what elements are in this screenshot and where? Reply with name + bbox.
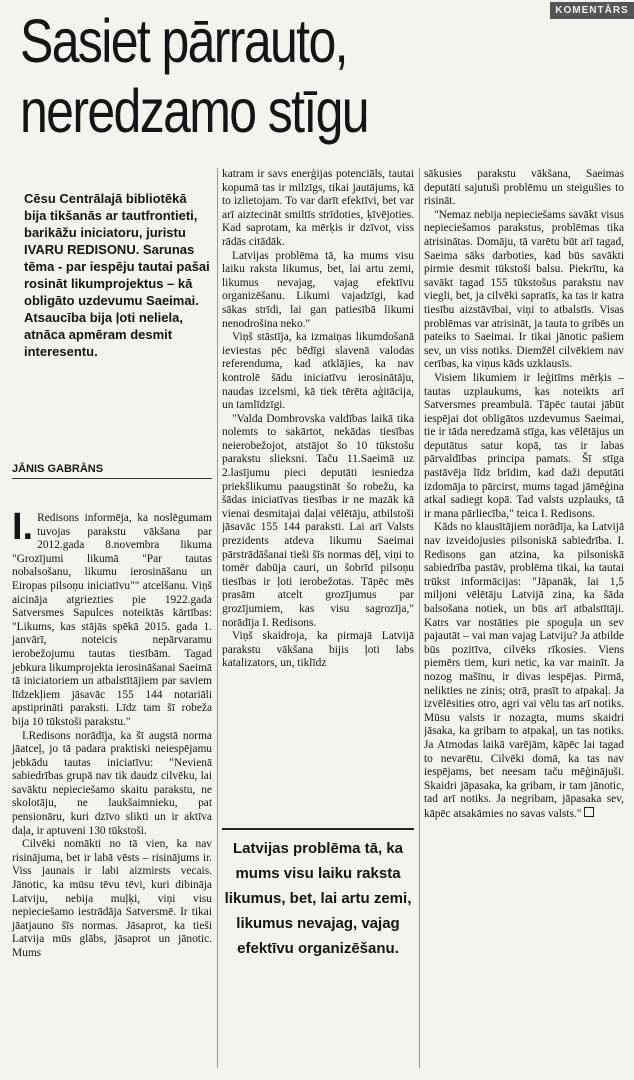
- column-divider: [217, 168, 218, 1068]
- pull-quote: Latvijas problēma tā, ka mums visu laiku raksta likumus, bet, lai artu zemi, likumus nevajag, vajag efektīvu organizēšanu.: [222, 828, 414, 996]
- paragraph: I.Redisons norādīja, ka šī augstā norma jāatceļ, jo tā padara praktiski neiespējamu jebkādu tautas iniciatīvu: "Nevienā sabiedrības grupā nav tik daudz cilvēku, lai savāktu nepieciešamo skaitu parakstu, ne skolotāju, ne laukšaimnieku, pat pensionāru, kuri dzīvo slikti un ir aktīva daļa, ir aptuveni 130 tūkstoši.: [12, 729, 212, 837]
- paragraph: Viņš skaidroja, ka pirmajā Latvijā parakstu vākšana bijis ļoti labs katalizators, un, tiklīdz: [222, 630, 414, 670]
- column-divider: [419, 168, 420, 1068]
- paragraph: sākusies parakstu vākšana, Saeimas deputāti sajutuši problēmu un steigušies to risināt.: [424, 168, 624, 208]
- paragraph: "Nemaz nebija nepieciešams savākt visus nepieciešamos parakstus, problēmas tika atrisinātas. Domāju, tā varētu būt arī tagad, Saeima sāks darboties, kad būs savākti pirmie desmit tūkstoši balsu. Piekrītu, ka savākt tagad 155 tūkstošus parakstu nav viegli, bet, ja cilvēki sapratīs, ka tas ir katra tiesību aizstāvībai, viņi to atbalstīs. Visas problēmas var atrisināt, ja tauta to gribēs un pateiks to Saeimai. Ir tikai jānotic pašiem sev, un viss notiks. Diemžēl cilvēkiem nav cerības, ka viņus kāds uzklausīs.: [424, 208, 624, 371]
- byline: JĀNIS GABRĀNS: [12, 463, 212, 479]
- lead-paragraph: Cēsu Centrālajā bibliotēkā bija tikšanās ar tautfrontieti, barikāžu iniciatoru, juristu IVARU REDISONU. Sarunas tēma - par iespēju tautai pašai rosināt likumprojektus – kā obligāto uzdevumu Saeimai. Atsaucība bija ļoti neliela, atnāca apmēram desmit interesentu.: [24, 191, 210, 359]
- section-tag: KOMENTĀRS: [550, 2, 634, 19]
- headline: [20, 6, 381, 146]
- paragraph: Visiem likumiem ir leģitīms mērķis – tautas uzplaukums, kas noteikts arī Satversmes preambulā. Tāpēc tautai jābūt iespējai dot obligātos uzdevumus Saeimai, tie ir tāda neredzamā stīga, kas vēlētājus un deputātus satur kopā, tas ir labas pārvaldības principa pamats. Šī stīga pastāvēja līdz brīdim, kad daži deputāti izdomāja to pārcirst, mums tagad jāmēģina atkal sadiegt kopā. Tad valsts uzplauks, tā ir mana pārliecība," teica I. Redisons.: [424, 371, 624, 520]
- paragraph: Redisons informēja, ka noslēgumam tuvojas parakstu vākšana par 2012.gada 8.novembra likuma "Grozījumi likumā "Par tautas nobalsošanu, likumu ierosināšanu un Eiropas pilsoņu iniciatīvu"" atcelšanu. Viņš aicināja atgriezties pie 1922.gada Satversmes Sapulces noteiktās kārtības: "Likums, kas stājās spēkā 2015. gada 1. janvārī, noteicis nepārvaramu ierobežojumu tautas tiesībām. Tagad jebkura likumprojekta ierosināšanai Saeimā tā iniciatoriem un atbalstītājiem par saviem līdzekļiem jāsavāc 155 144 notariāli apstiprināti paraksti. Līdz tam šī robeža bija 10 tūkstoši parakstu.": [12, 512, 212, 728]
- drop-cap: I.: [12, 506, 34, 548]
- paragraph: Kāds no klausītājiem norādīja, ka Latvijā nav izveidojusies pilsoniskā sabiedrība. I. Redisons gan atzina, ka pilsoniskā sabiedrība pastāv, problēma tikai, ka tautai trūkst informācijas: "Jāpanāk, lai 1,5 miljoni vēlētāju Latvijā zina, ka šāda balsošana notiek, un būs arī atbalstītāji. Katrs var nostāties pie spoguļa un sev pajautāt – vai man vajag Latviju? Ja atbilde būs pozitīva, cilvēks rīkosies. Viens piemērs tiem, kuri netic, ka var mainīt. Ja nozog mašīnu, ir divas iespējas. Pirmā, nelikties ne zinis; otrā, prasīt to atpakaļ. Ja izvēlēsities otro, agri vai vēlu tas arī notiks. Mūsu valsts ir nozagta, mums skaidri jāsaka, ka gribam to atpakaļ, un tas notiks. Ja Atmodas laikā varējām, kāpēc lai tagad to nevarētu. Cilvēki domā, ka tas nav iespējams, bet neesam taču mēģinājuši. Skaidri jāpasaka, ka gribam, ir tam jānotic, tad arī notiks. Ja negribam, jāpasaka sev, kāpēc atsakāmies no savas valsts.": [424, 521, 624, 820]
- end-mark-icon: [584, 807, 594, 817]
- article-column-2: [222, 168, 414, 828]
- paragraph: "Valda Dombrovska valdības laikā tika nolemts to sakārtot, nekādas tiesības neierobežojot, atstājot šo 10 tūkstošu parakstu slieksni. Taču 11.Saeimā uz 2.lasījumu pieci deputāti iesniedza priekšlikumu paaugstināt šo robežu, ka šādas iniciatīvas tiesības ir ne mazāk kā vienai desmitajai daļai vēlētāju, atbilstoši jāsavāc 155 144 paraksti. Lai arī Valsts prezidents atdeva likumu Saeimai pārstrādāšanai tieši šīs normas dēļ, viņi to tomēr dabūja cauri, un šobrīd pilsoņu tiesības ir ļoti ierobežotas. Tāpēc mēs prasām atcelt grozījumus par grozījumiem, kas visu sagrozīja," norādīja I. Redisons.: [222, 412, 414, 629]
- paragraph: Latvijas problēma tā, ka mums visu laiku raksta likumus, bet, lai artu zemi, likumus nevajag, vajag efektīvu organizēšanu. Likumi vajadzīgi, kad sākas strīdi, lai gan patiesībā likumi nenodrošina neko.": [222, 249, 414, 330]
- headline-line-1: Sasiet pārrauto,: [20, 7, 347, 75]
- article-column-3: [424, 168, 624, 1068]
- headline-line-2: neredzamo stīgu: [20, 77, 368, 145]
- article-column-1: [12, 506, 212, 961]
- paragraph: Viņš stāstīja, ka izmaiņas likumdošanā ieviestas pēc bēdīgi slavenā valodas referenduma, kad atklājies, ka nav kontrolē šādu iniciatīvu ierosinātāju, naudas izcelsmi, kā tiek tērēta aģitācija, un tamlīdzīgi.: [222, 331, 414, 412]
- paragraph: Cilvēki nomākti no tā vien, ka nav risinājuma, bet ir labā vēsts – risinājums ir. Viss jaunais ir labi aizmirsts vecais. Jānotic, ka mūsu tēvu tēvi, kuri dibināja Latviju, nebija muļķi, viņi visu nepieciešamo iestrādāja Satversmē. Ir tikai jāatjauno šīs normas. Jāsaprot, ka tieši Latvija mūs glābs, jāsaprot un jānotic. Mums: [12, 838, 212, 959]
- paragraph: katram ir savs enerģijas potenciāls, tautai kopumā tas ir milzīgs, tikai jautājums, kā to izlietojam. To var darīt efektīvi, bet var arī aiztecināt smiltīs strīdoties, ķīvējoties. Kad saprotam, ka mērķis ir dzīvot, viss rādās citādāk.: [222, 168, 414, 248]
